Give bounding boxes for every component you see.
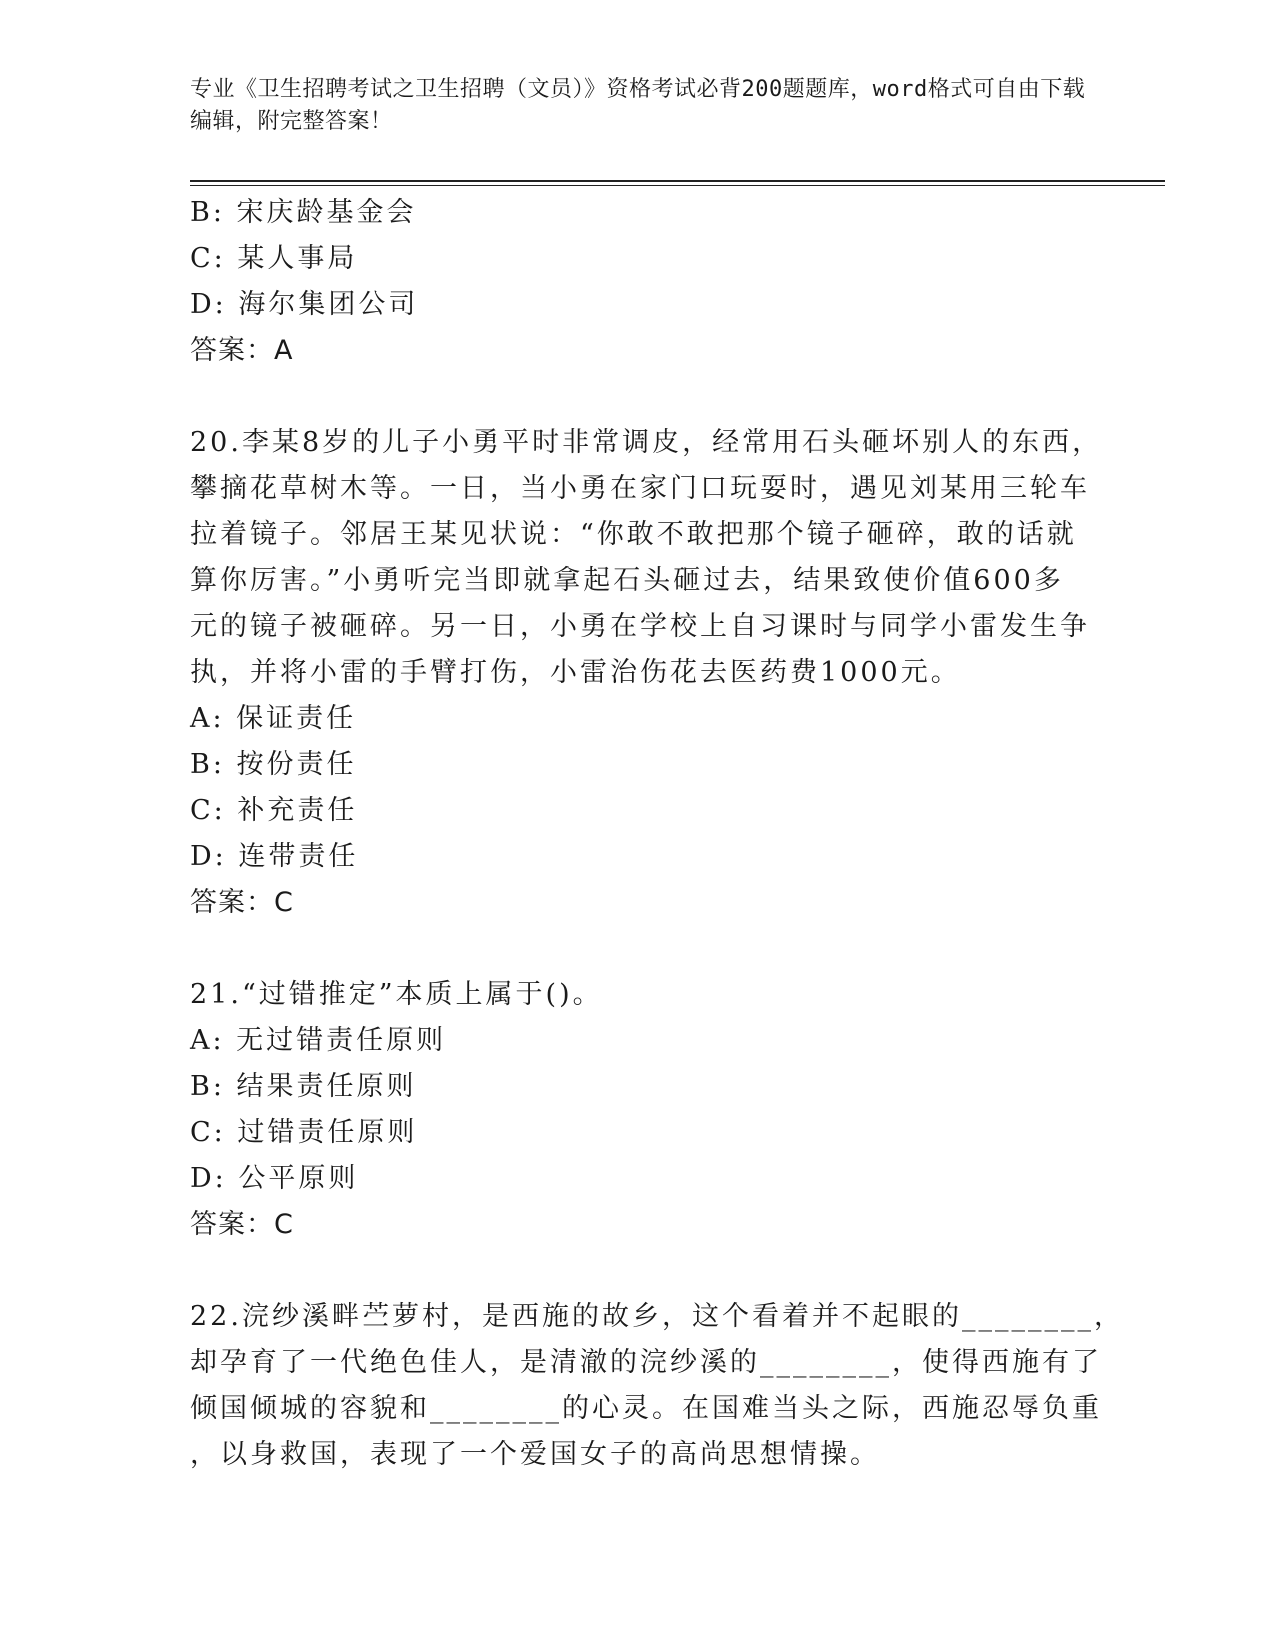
option-d: D: 连带责任 xyxy=(190,841,359,872)
header-divider-thin xyxy=(190,185,1165,186)
question-20 xyxy=(190,420,1103,926)
spacer xyxy=(190,1248,1070,1294)
header-title: 专业《卫生招聘考试之卫生招聘（文员）》资格考试必背200题题库，word格式可自由下载编辑，附完整答案！ xyxy=(190,77,1086,134)
question-text-line: 21.“过错推定”本质上属于()。 xyxy=(190,979,603,1010)
option-c: C: 某人事局 xyxy=(190,243,358,274)
answer: 答案：C xyxy=(190,887,294,918)
option-d: D: 海尔集团公司 xyxy=(190,289,419,320)
question-text-line: 倾国倾城的容貌和________的心灵。在国难当头之际，西施忍辱负重 xyxy=(190,1393,1102,1424)
answer: 答案：A xyxy=(190,335,294,366)
question-text-line: ，以身救国，表现了一个爱国女子的高尚思想情操。 xyxy=(190,1439,880,1470)
question-text-line: 22.浣纱溪畔苎萝村，是西施的故乡，这个看着并不起眼的________， xyxy=(190,1301,1124,1332)
option-c: C: 补充责任 xyxy=(190,795,358,826)
header-divider xyxy=(190,180,1165,182)
answer: 答案：C xyxy=(190,1209,294,1240)
prev-question-block xyxy=(190,190,1070,374)
question-text-line: 算你厉害。”小勇听完当即就拿起石头砸过去，结果致使价值600多 xyxy=(190,565,1064,596)
question-text-line: 执，并将小雷的手臂打伤，小雷治伤花去医药费1000元。 xyxy=(190,657,961,688)
page-header xyxy=(190,74,1090,138)
document-body xyxy=(190,190,1124,1478)
option-b: B: 按份责任 xyxy=(190,749,357,780)
question-21 xyxy=(190,972,1070,1248)
option-c: C: 过错责任原则 xyxy=(190,1117,418,1148)
question-text-line: 20.李某8岁的儿子小勇平时非常调皮，经常用石头砸坏别人的东西， xyxy=(190,427,1103,458)
option-a: A: 保证责任 xyxy=(190,703,357,734)
option-b: B: 宋庆龄基金会 xyxy=(190,197,417,228)
option-a: A: 无过错责任原则 xyxy=(190,1025,447,1056)
question-22 xyxy=(190,1294,1124,1478)
question-text-line: 攀摘花草树木等。一日，当小勇在家门口玩耍时，遇见刘某用三轮车 xyxy=(190,473,1090,504)
spacer xyxy=(190,926,1070,972)
spacer xyxy=(190,374,1070,420)
question-text-line: 却孕育了一代绝色佳人，是清澈的浣纱溪的________，使得西施有了 xyxy=(190,1347,1102,1378)
option-b: B: 结果责任原则 xyxy=(190,1071,417,1102)
option-d: D: 公平原则 xyxy=(190,1163,359,1194)
question-text-line: 元的镜子被砸碎。另一日，小勇在学校上自习课时与同学小雷发生争 xyxy=(190,611,1090,642)
question-text-line: 拉着镜子。邻居王某见状说：“你敢不敢把那个镜子砸碎，敢的话就 xyxy=(190,519,1077,550)
